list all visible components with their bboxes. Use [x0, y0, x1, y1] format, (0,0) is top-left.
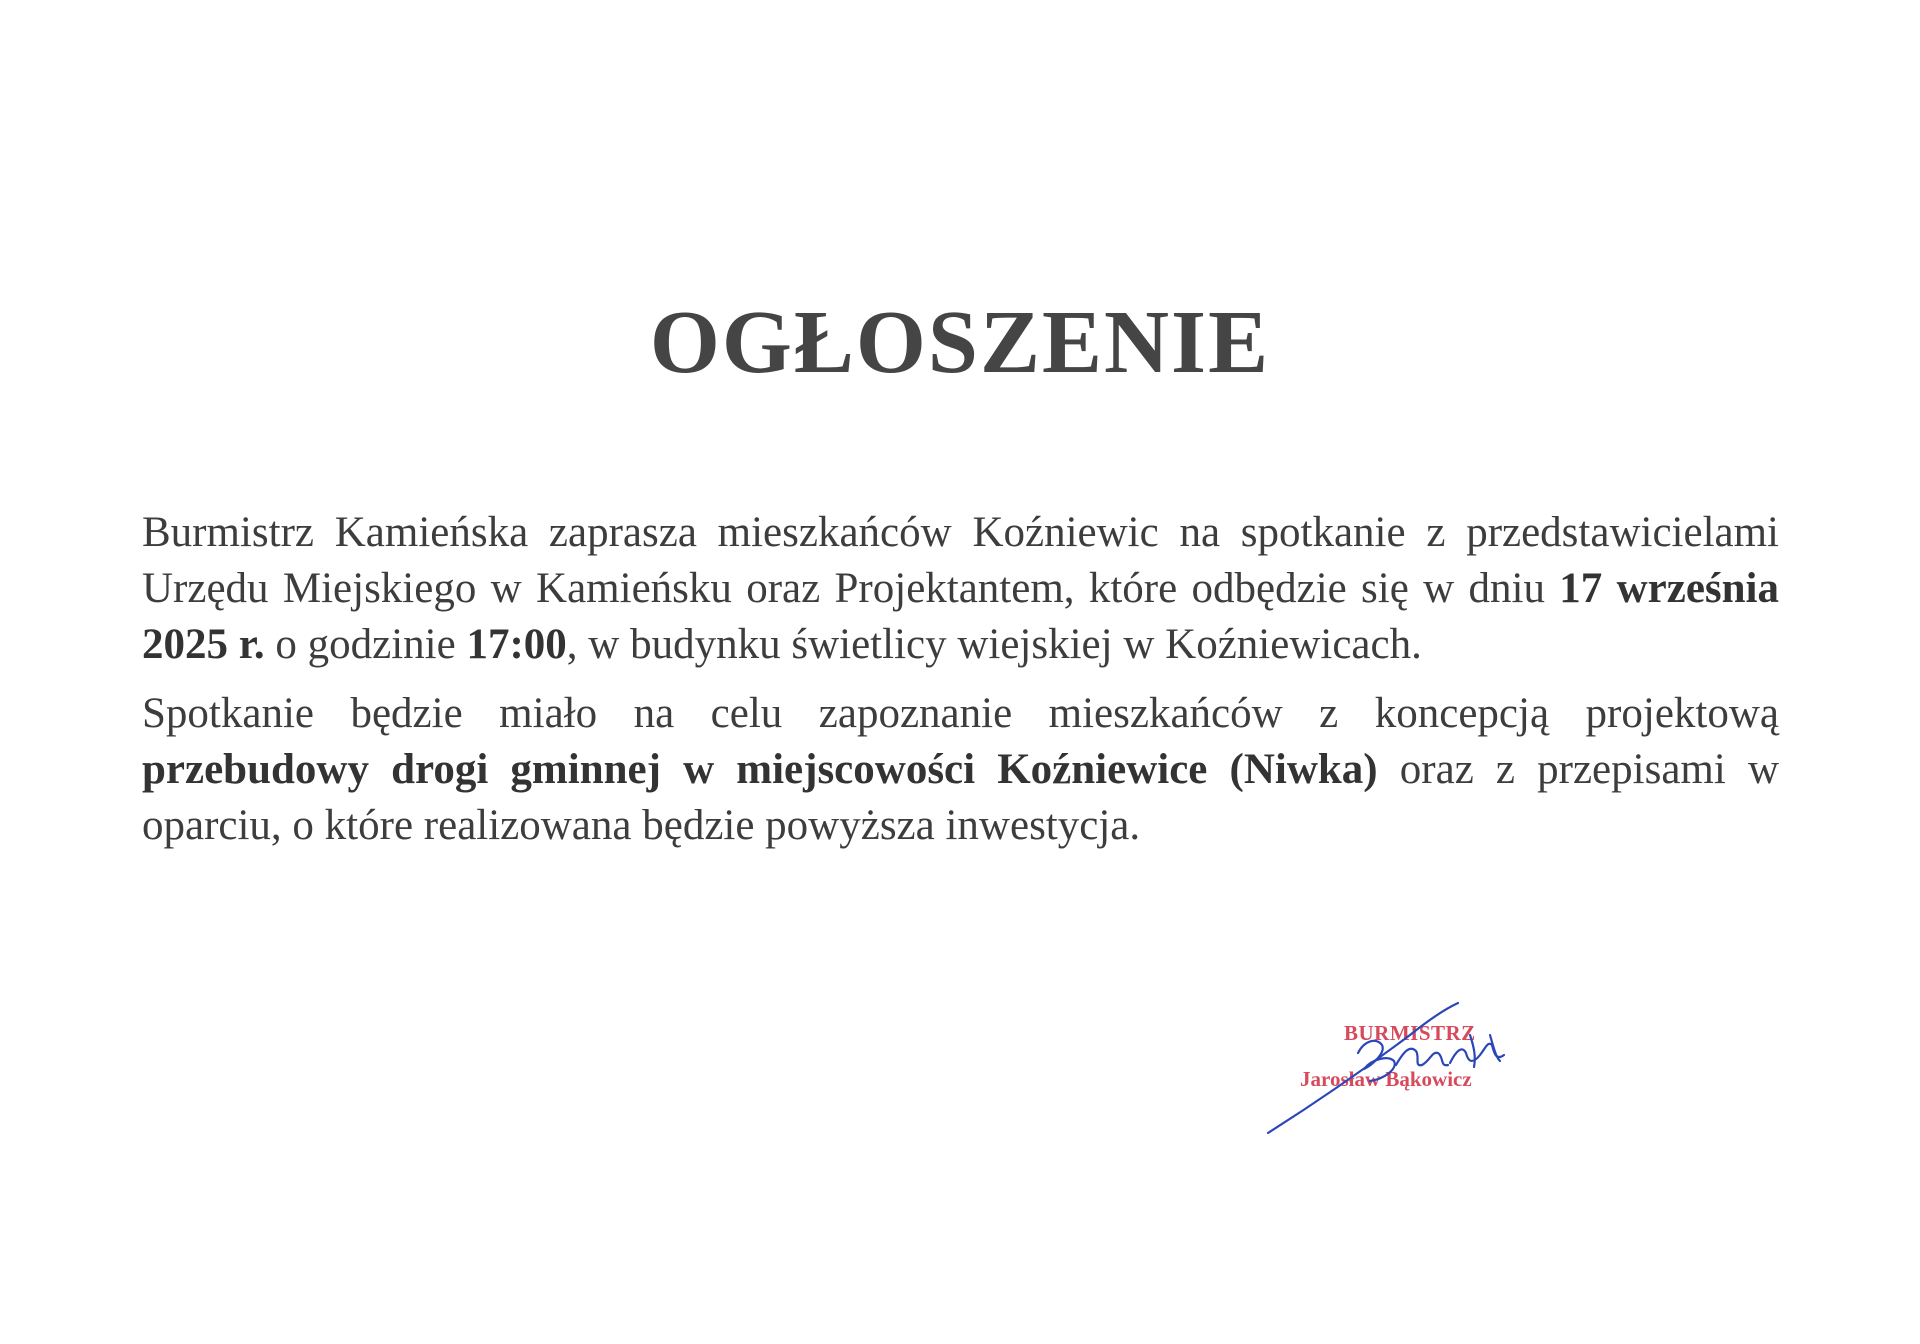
stamp-title: BURMISTRZ: [1344, 1021, 1476, 1045]
paragraph-invitation: [142, 505, 1779, 673]
invitation-text: Burmistrz Kamieńska zaprasza mieszkańców Koźniewic na spotkanie z przedstawicielami Urzędu Miejskiego w Kamieńsku oraz Projektantem, które odbędzie się w dniu: [142, 509, 1779, 612]
paragraph-purpose: [142, 686, 1779, 854]
project-subject: przebudowy drogi gminnej w miejscowości Koźniewice (Niwka): [142, 746, 1378, 793]
invitation-text-location: , w budynku świetlicy wiejskiej w Koźniewicach.: [566, 621, 1422, 668]
announcement-title: OGŁOSZENIE: [649, 293, 1271, 392]
purpose-text-end: oraz z przepisami w oparciu, o które realizowana będzie powyższa inwestycja.: [142, 746, 1780, 849]
announcement-body: [142, 505, 1779, 854]
signature-block: [1260, 995, 1580, 1145]
purpose-text: Spotkanie będzie miało na celu zapoznanie mieszkańców z koncepcją projektową: [142, 690, 1779, 737]
meeting-time: 17:00: [466, 621, 567, 668]
invitation-text-time-prefix: o godzinie: [264, 621, 467, 668]
meeting-date: 17 września 2025 r.: [142, 565, 1780, 668]
stamp-name: Jarosław Bąkowicz: [1300, 1067, 1472, 1091]
handwritten-signature: [1260, 995, 1580, 1145]
